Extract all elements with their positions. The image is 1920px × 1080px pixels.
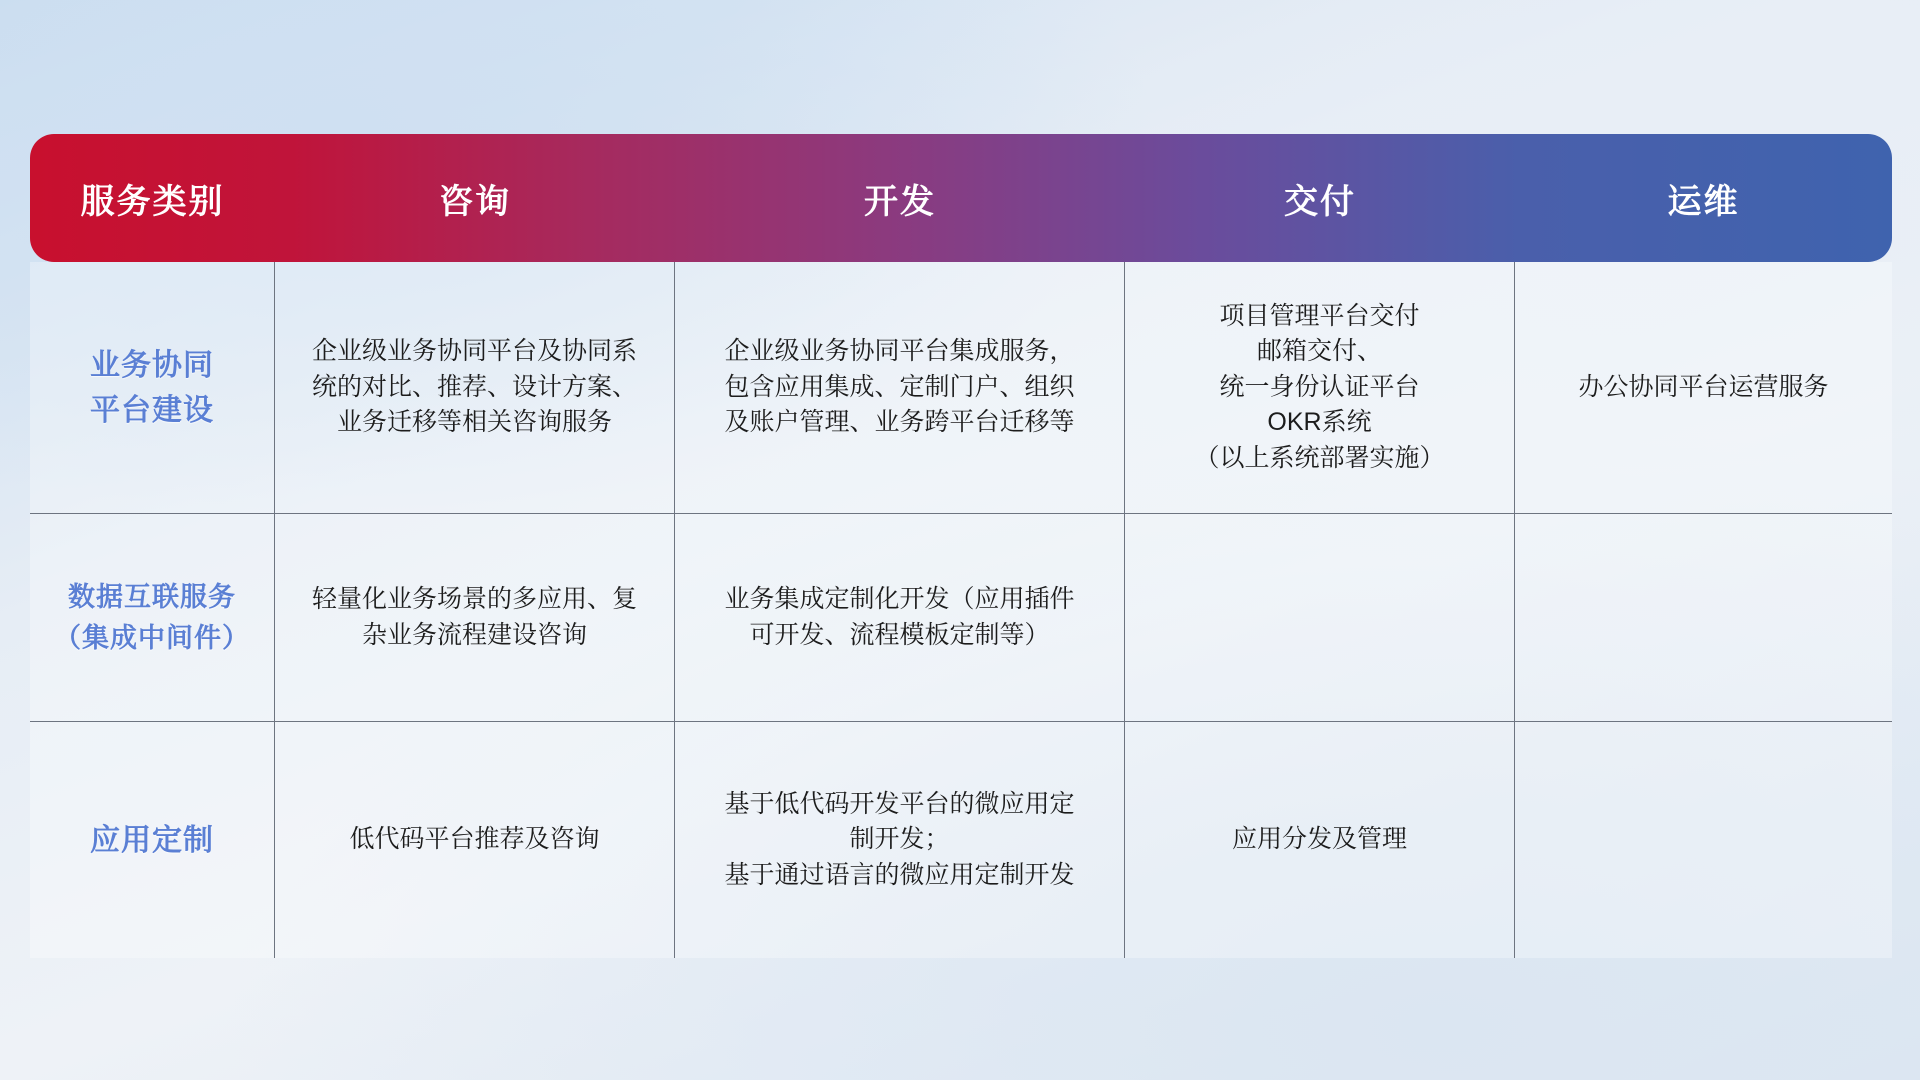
header-label-development: 开发	[864, 182, 936, 221]
cell-line: 企业级业务协同平台集成服务，	[724, 337, 1075, 366]
cell-line: 业务迁移等相关咨询服务	[336, 408, 612, 437]
service-matrix-table	[30, 134, 1892, 958]
cell-line: 项目管理平台交付	[1219, 301, 1420, 330]
cell-delivery-1	[1125, 514, 1515, 722]
cell-line: 统一身份认证平台	[1219, 372, 1420, 401]
header-cell-consulting	[275, 134, 675, 262]
header-row	[30, 134, 1892, 262]
table-body	[30, 262, 1892, 958]
service-matrix-table-wrapper	[30, 134, 1892, 958]
cell-delivery-0	[1125, 262, 1515, 514]
table-header	[30, 134, 1892, 262]
cell-development-1	[675, 514, 1125, 722]
table-row	[30, 262, 1892, 514]
row-category-1	[30, 514, 275, 722]
cell-operations-2	[1515, 722, 1892, 958]
cell-line: 邮箱交付、	[1256, 337, 1382, 366]
cell-development-2	[675, 722, 1125, 958]
header-label-operations: 运维	[1667, 182, 1740, 221]
cell-line: 低代码平台推荐及咨询	[349, 825, 600, 854]
table-row	[30, 514, 1892, 722]
header-cell-delivery	[1125, 134, 1515, 262]
cell-consulting-0	[275, 262, 675, 514]
table-row	[30, 722, 1892, 958]
header-label-consulting: 咨询	[439, 182, 511, 221]
cell-line: 办公协同平台运营服务	[1578, 372, 1829, 401]
header-cell-operations	[1515, 134, 1892, 262]
cell-consulting-1	[275, 514, 675, 722]
category-line: （集成中间件）	[54, 622, 250, 653]
cell-line: 企业级业务协同平台及协同系	[311, 337, 637, 366]
category-line: 应用定制	[90, 823, 214, 857]
cell-operations-0	[1515, 262, 1892, 514]
cell-line: 包含应用集成、定制门户、组织	[724, 372, 1075, 401]
cell-line: 基于通过语言的微应用定制开发	[724, 860, 1075, 889]
category-line: 数据互联服务	[68, 582, 236, 612]
cell-line: OKR系统	[1267, 408, 1372, 437]
cell-consulting-2	[275, 722, 675, 958]
cell-line: 统的对比、推荐、设计方案、	[311, 372, 637, 401]
cell-line: 及账户管理、业务跨平台迁移等	[724, 408, 1075, 437]
row-category-0	[30, 262, 275, 514]
cell-line: 业务集成定制化开发（应用插件	[724, 585, 1075, 613]
cell-line: 应用分发及管理	[1231, 825, 1407, 854]
cell-line: （以上系统部署实施）	[1194, 443, 1445, 472]
cell-line: 轻量化业务场景的多应用、复	[311, 585, 637, 613]
cell-delivery-2	[1125, 722, 1515, 958]
header-cell-development	[675, 134, 1125, 262]
cell-development-0	[675, 262, 1125, 514]
header-label-delivery: 交付	[1284, 182, 1356, 221]
header-cell-category	[30, 134, 275, 262]
cell-operations-1	[1515, 514, 1892, 722]
category-line: 业务协同	[90, 348, 214, 382]
category-line: 平台建设	[90, 393, 214, 427]
cell-line: 基于低代码开发平台的微应用定	[724, 789, 1075, 818]
cell-line: 杂业务流程建设咨询	[361, 620, 587, 649]
cell-line: 可开发、流程模板定制等）	[749, 620, 1050, 649]
header-label-category: 服务类别	[80, 182, 225, 221]
row-category-2	[30, 722, 275, 958]
cell-line: 制开发；	[849, 825, 950, 854]
